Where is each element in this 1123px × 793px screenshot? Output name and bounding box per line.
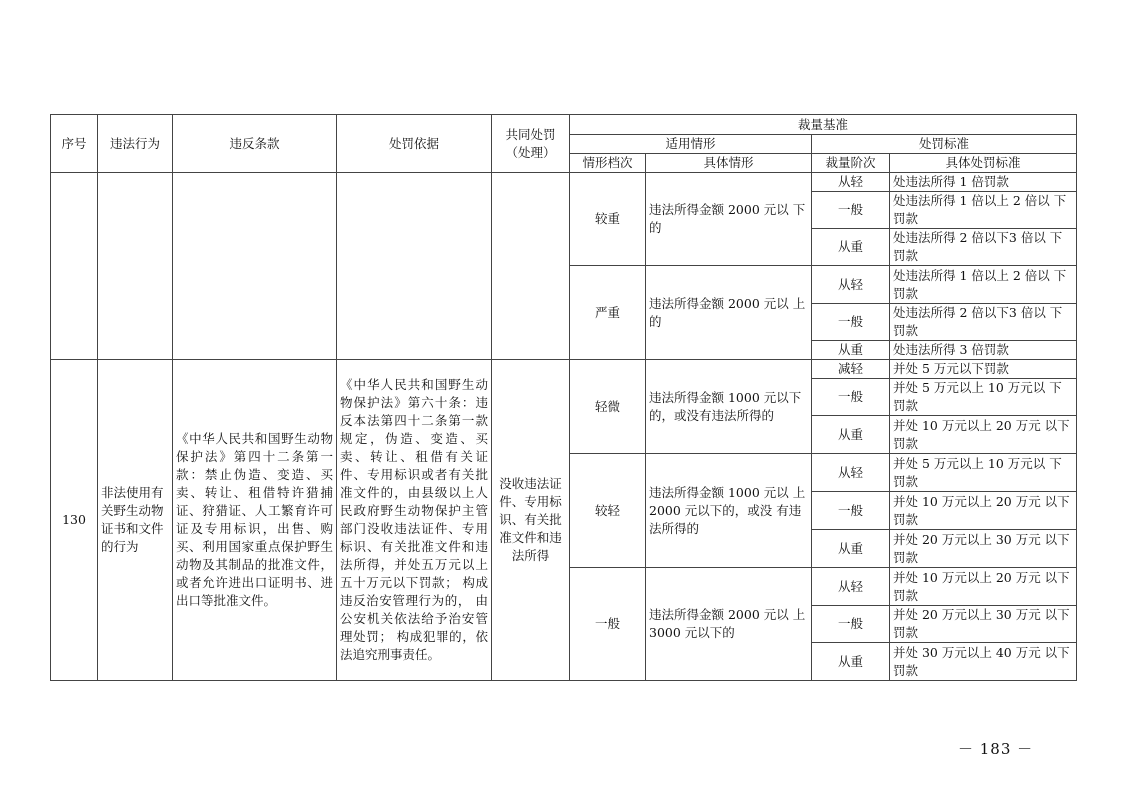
penalty-cell: 并处 10 万元以上 20 万元 以下罚款: [890, 492, 1077, 530]
basis-cell-empty: [337, 173, 492, 360]
level-cell: 较轻: [570, 454, 646, 568]
discretion-table: [50, 114, 1077, 681]
stage-cell: 一般: [812, 606, 890, 643]
penalty-cell: 并处 10 万元以上 20 万元 以下罚款: [890, 568, 1077, 606]
header-standard: 处罚标准: [812, 135, 1077, 154]
header-act: 违法行为: [98, 115, 173, 173]
header-discretion: 裁量基准: [570, 115, 1077, 135]
penalty-cell: 处违法所得 2 倍以下3 倍以 下罚款: [890, 229, 1077, 266]
header-level: 情形档次: [570, 154, 646, 173]
penalty-cell: 处违法所得 1 倍以上 2 倍以 下罚款: [890, 192, 1077, 229]
stage-cell: 从重: [812, 341, 890, 360]
header-applicable: 适用情形: [570, 135, 812, 154]
penalty-cell: 并处 20 万元以上 30 万元 以下罚款: [890, 606, 1077, 643]
clause-cell: 《中华人民共和国野生动物保护法》第四十二条第一款：禁止伪造、变造、买卖、转让、租借特许猎捕证、狩猎证、人工繁育许可证及专用标识，出售、购买、利用国家重点保护野生动物及其制品的批准文件，或者允许进出口证明书、进出口等批准文件。: [173, 360, 337, 681]
penalty-cell: 处违法所得 3 倍罚款: [890, 341, 1077, 360]
stage-cell: 从重: [812, 416, 890, 454]
penalty-cell: 处违法所得 1 倍以上 2 倍以 下罚款: [890, 266, 1077, 304]
header-common: 共同处罚（处理）: [492, 115, 570, 173]
situation-cell: 违法所得金额 2000 元以 下的: [646, 173, 812, 266]
situation-cell: 违法所得金额 2000 元以 上 3000 元以下的: [646, 568, 812, 681]
stage-cell: 一般: [812, 192, 890, 229]
common-cell: 没收违法证件、专用标识、有关批准文件和违法所得: [492, 360, 570, 681]
table-row: [51, 360, 1077, 379]
page-number: － 183 －: [958, 740, 1034, 758]
stage-cell: 一般: [812, 492, 890, 530]
level-cell: 轻微: [570, 360, 646, 454]
penalty-cell: 并处 5 万元以上 10 万元以 下 罚款: [890, 454, 1077, 492]
table-row: [51, 173, 1077, 192]
penalty-cell: 并处 5 万元以上 10 万元以 下 罚款: [890, 379, 1077, 416]
header-basis: 处罚依据: [337, 115, 492, 173]
header-penalty: 具体处罚标准: [890, 154, 1077, 173]
stage-cell: 从重: [812, 530, 890, 568]
penalty-cell: 并处 5 万元以下罚款: [890, 360, 1077, 379]
penalty-cell: 并处 20 万元以上 30 万元 以下罚款: [890, 530, 1077, 568]
header-seq: 序号: [51, 115, 98, 173]
level-cell: 严重: [570, 266, 646, 360]
stage-cell: 从重: [812, 229, 890, 266]
stage-cell: 一般: [812, 304, 890, 341]
penalty-cell: 并处 10 万元以上 20 万元 以下罚款: [890, 416, 1077, 454]
basis-cell: 《中华人民共和国野生动物保护法》第六十条：违反本法第四十二条第一款规定，伪造、变造、买卖、转让、租借有关证件、专用标识或者有关批准文件的，由县级以上人民政府野生动物保护主管部门没收违法证件、专用标识、有关批准文件和违法所得，并处五万元以上五十万元以下罚款； 构成违反治安管理行为的， 由公安机关依法给予治安管理处罚； 构成犯罪的，依法追究刑事责任。: [337, 360, 492, 681]
header-situation: 具体情形: [646, 154, 812, 173]
penalty-cell: 处违法所得 2 倍以下3 倍以 下罚款: [890, 304, 1077, 341]
level-cell: 较重: [570, 173, 646, 266]
stage-cell: 一般: [812, 379, 890, 416]
situation-cell: 违法所得金额 2000 元以 上的: [646, 266, 812, 360]
stage-cell: 从轻: [812, 173, 890, 192]
common-cell-empty: [492, 173, 570, 360]
stage-cell: 减轻: [812, 360, 890, 379]
level-cell: 一般: [570, 568, 646, 681]
act-cell-empty: [98, 173, 173, 360]
act-cell: 非法使用有关野生动物证书和文件的行为: [98, 360, 173, 681]
clause-cell-empty: [173, 173, 337, 360]
stage-cell: 从轻: [812, 454, 890, 492]
seq-cell-empty: [51, 173, 98, 360]
stage-cell: 从轻: [812, 266, 890, 304]
situation-cell: 违法所得金额 1000 元以 上 2000 元以下的，或没 有违法所得的: [646, 454, 812, 568]
stage-cell: 从重: [812, 643, 890, 681]
seq-cell: 130: [51, 360, 98, 681]
situation-cell: 违法所得金额 1000 元以下的，或没有违法所得的: [646, 360, 812, 454]
stage-cell: 从轻: [812, 568, 890, 606]
penalty-cell: 处违法所得 1 倍罚款: [890, 173, 1077, 192]
header-clause: 违反条款: [173, 115, 337, 173]
header-stage: 裁量阶次: [812, 154, 890, 173]
penalty-cell: 并处 30 万元以上 40 万元 以下罚款: [890, 643, 1077, 681]
